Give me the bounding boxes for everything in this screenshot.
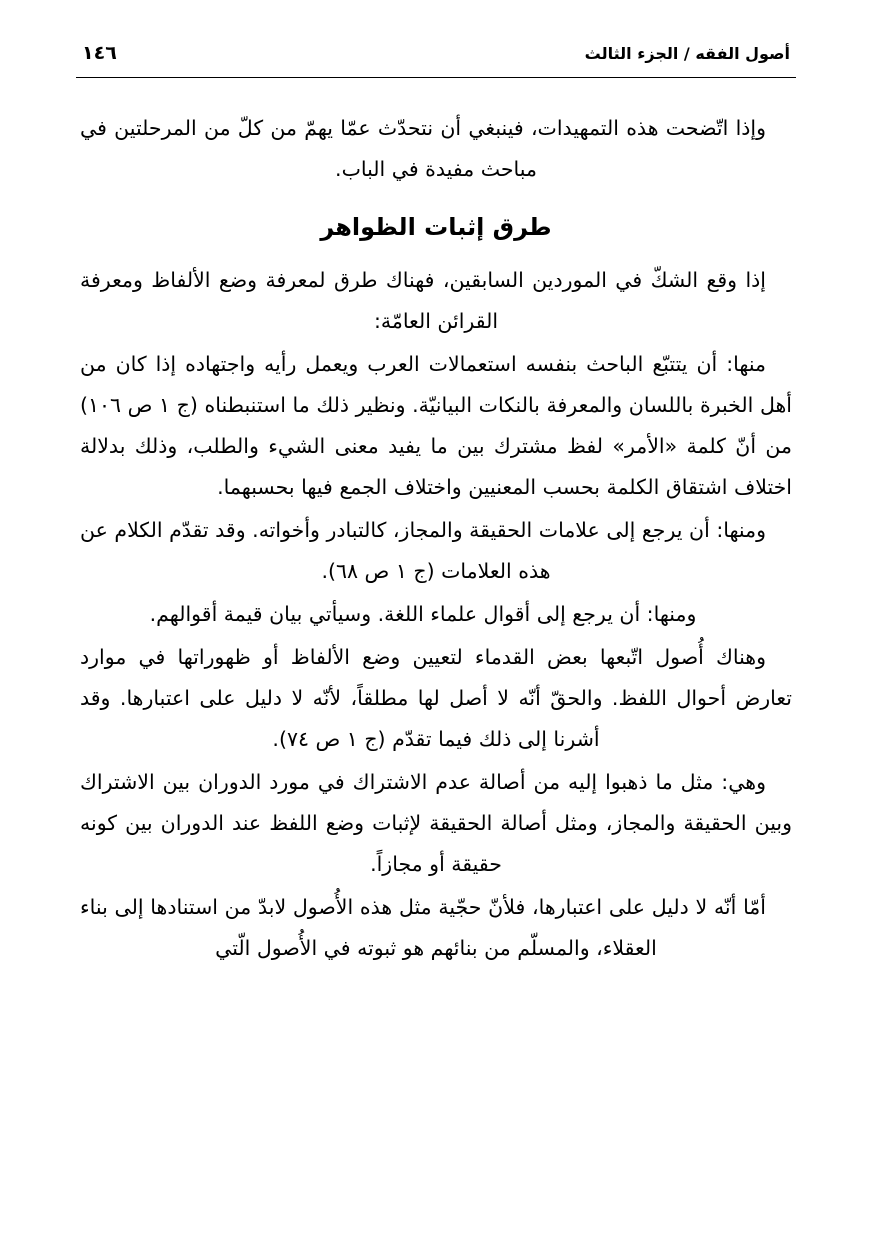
paragraph-7: أمّا أنّه لا دليل على اعتبارها، فلأنّ حجّية مثل هذه الأُصول لابدّ من استنادها إلى بناء العقلاء، والمسلّم من بنائهم هو ثبوته في الأُصول الّتي	[80, 895, 766, 960]
paragraph-3: ومنها: أن يرجع إلى علامات الحقيقة والمجاز، كالتبادر وأخواته. وقد تقدّم الكلام عن هذه العلامات (ج ١ ص ٦٨).	[80, 518, 766, 583]
paragraph-2: منها: أن يتتبّع الباحث بنفسه استعمالات العرب ويعمل رأيه واجتهاده إذا كان من أهل الخبرة باللسان والمعرفة بالنكات البيانيّة. ونظير ذلك ما استنبطناه (ج ١ ص ١٠٦) من أنّ كلمة «الأمر» لفظ مشترك بين ما يفيد معنى الشيء والطلب، وذلك بدلالة اختلاف اشتقاق الكلمة بحسب المعنيين واختلاف الجمع فيها بحسبهما.	[80, 352, 792, 499]
page-number: ١٤٦	[82, 42, 117, 64]
header-divider	[76, 77, 796, 78]
section-heading: طرق إثبات الظواهر	[320, 213, 552, 241]
paragraph-1: إذا وقع الشكّ في الموردين السابقين، فهناك طرق لمعرفة وضع الألفاظ ومعرفة القرائن العامّة:	[80, 268, 766, 333]
paragraph-5: وهناك أُصول اتّبعها بعض القدماء لتعيين وضع الألفاظ أو ظهوراتها في موارد تعارض أحوال اللفظ. والحقّ أنّه لا أصل لها مطلقاً، لأنّه لا دليل على اعتبارها. وقد أشرنا إلى ذلك فيما تقدّم (ج ١ ص ٧٤).	[80, 645, 792, 751]
paragraph-6: وهي: مثل ما ذهبوا إليه من أصالة عدم الاشتراك في مورد الدوران بين الاشتراك وبين الحقيقة والمجاز، ومثل أصالة الحقيقة لإثبات وضع اللفظ عند الدوران بين كونه حقيقة أو مجازاً.	[80, 770, 792, 876]
page-content	[74, 108, 798, 969]
paragraph-4: ومنها: أن يرجع إلى أقوال علماء اللغة. وسيأتي بيان قيمة أقوالهم.	[149, 602, 697, 626]
paragraph-intro: وإذا اتّضحت هذه التمهيدات، فينبغي أن نتحدّث عمّا يهمّ من كلّ من المرحلتين في مباحث مفيدة في الباب.	[80, 116, 766, 181]
page-header	[74, 42, 798, 64]
book-title: أصول الفقه / الجزء الثالث	[584, 44, 790, 63]
